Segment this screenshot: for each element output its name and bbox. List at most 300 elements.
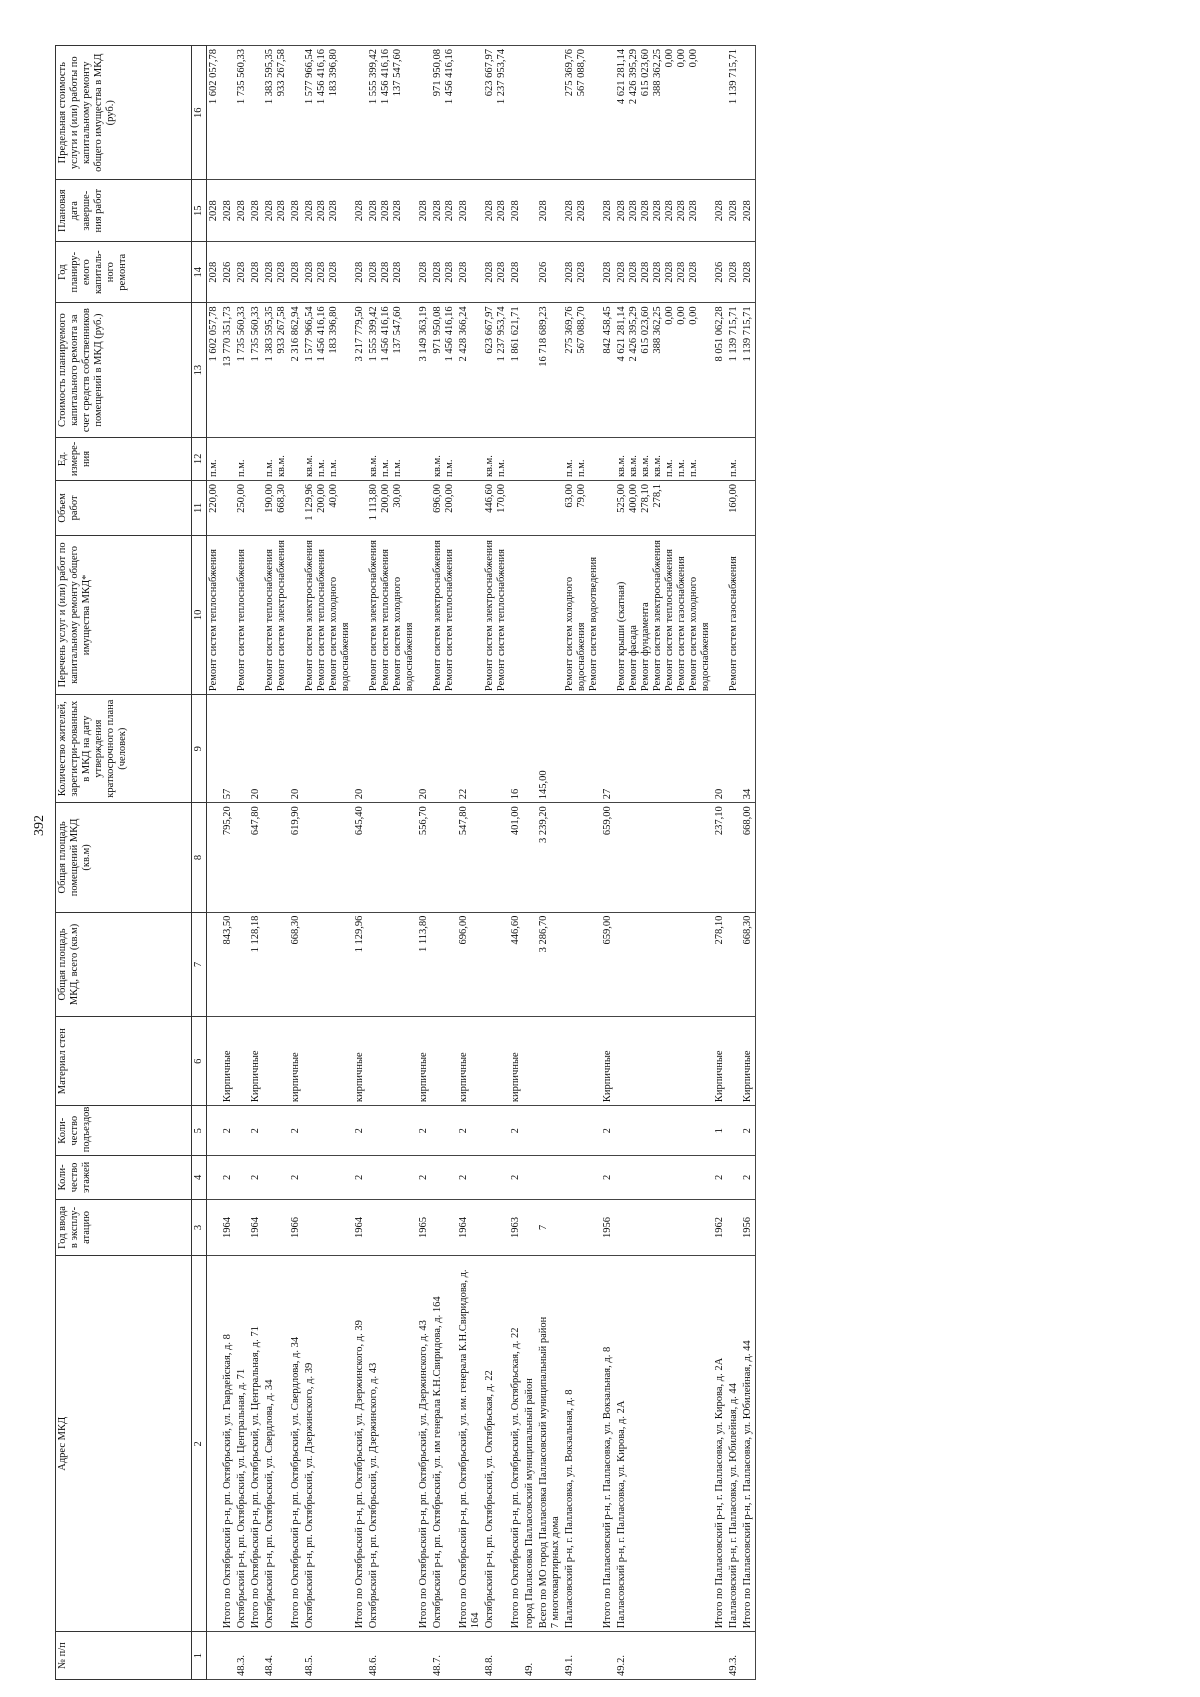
cell-line: 30,00 (392, 484, 403, 508)
cell-c5: 2 (741, 1106, 756, 1156)
cell-line: 1 139 715,71 (742, 306, 753, 362)
cell-line: 8 051 062,28 (714, 306, 725, 362)
cell-line: 13 770 351,73 (222, 306, 233, 367)
cell-c8 (431, 803, 457, 912)
cell-c5: 2 (289, 1106, 303, 1156)
cell-c1: 48.5. (303, 1632, 353, 1680)
cell-c16 (417, 46, 431, 180)
cell-line: Палласовский р-н, г. Палласовка, ул. Вокзальная, д. 8 (564, 1389, 575, 1629)
cell-line: 4 621 281,14 (616, 306, 627, 362)
cell-c15 (615, 180, 713, 241)
cell-line: 2028 (628, 200, 639, 222)
cell-c5: 2 (509, 1106, 523, 1156)
cell-c12 (741, 437, 756, 480)
cell-line: 2028 (392, 200, 403, 222)
cell-c9 (367, 695, 417, 803)
cell-line: 388 362,25 (652, 49, 663, 97)
cell-c12 (289, 437, 303, 480)
cell-c4 (303, 1156, 353, 1199)
cell-c4 (235, 1156, 249, 1199)
cell-line: 2028 (250, 261, 261, 283)
cell-line: 615 023,60 (640, 49, 651, 97)
cell-line: 2028 (616, 261, 627, 283)
cell-line: 2028 (304, 261, 315, 283)
cell-c13 (353, 303, 367, 437)
cell-c3 (367, 1199, 417, 1256)
cell-c8 (523, 803, 537, 912)
cell-c6: Кирпичные (221, 1017, 235, 1106)
cell-line: 0,00 (676, 49, 687, 68)
cell-line: Ремонт систем электроснабжения (368, 540, 379, 692)
cell-line: Октябрьский р-н, рп. Октябрьский, ул. Дзержинского, д. 43 (368, 1362, 379, 1629)
cell-c12 (615, 437, 713, 480)
cell-c4: 2 (601, 1156, 615, 1199)
cell-c9: 20 (417, 695, 431, 803)
cell-line: п.м. (664, 459, 675, 478)
table-row (727, 46, 741, 1680)
cell-line: 2028 (432, 200, 443, 222)
cell-line: 1 735 560,33 (236, 306, 247, 362)
cell-c2 (537, 1256, 563, 1632)
cell-c3 (523, 1199, 537, 1256)
cell-c14 (523, 241, 537, 302)
cell-c16 (537, 46, 563, 180)
cell-c9: 22 (457, 695, 483, 803)
cell-c11 (601, 481, 615, 536)
cell-c7: 1 129,96 (353, 912, 367, 1017)
cell-line: Ремонт систем теплоснабжения (664, 549, 675, 692)
cell-line: Ремонт систем теплоснабжения (380, 549, 391, 692)
cell-line: Октябрьский р-н, рп. Октябрьский, ул. Свердлова, д. 34 (264, 1379, 275, 1629)
cell-line: 615 023,60 (640, 306, 651, 354)
cell-c5: 1 (713, 1106, 727, 1156)
cell-c4 (367, 1156, 417, 1199)
cell-line: Итого по Палласовский р-н, г. Палласовка, ул. Вокзальная, д. 8 (602, 1346, 613, 1629)
cell-c11 (713, 481, 727, 536)
cell-c2 (263, 1256, 289, 1632)
cell-c16 (431, 46, 457, 180)
cell-c2 (431, 1256, 457, 1632)
cell-line: Итого по Октябрьский р-н, рп. Октябрьский, ул. Свердлова, д. 34 (290, 1336, 301, 1629)
cell-line: п.м. (264, 459, 275, 478)
column-number-13: 13 (192, 303, 207, 437)
cell-c14 (235, 241, 249, 302)
cell-line: 170,00 (496, 484, 507, 513)
cell-c8 (263, 803, 289, 912)
cell-c15 (727, 180, 741, 241)
cell-c11 (367, 481, 417, 536)
cell-c11 (457, 481, 483, 536)
cell-line: 2028 (380, 200, 391, 222)
cell-line: Ремонт фасада (628, 625, 639, 692)
cell-c8 (563, 803, 601, 912)
cell-c2 (353, 1256, 367, 1632)
cell-c8: 619,90 (289, 803, 303, 912)
column-header-13: Стоимость планируемого капитального ремонта за счет средств собственников помещений в МКД (руб.) (56, 303, 192, 437)
cell-c10 (207, 535, 222, 694)
column-header-11: Объем работ (56, 481, 192, 536)
table-row (303, 46, 353, 1680)
cell-line: Ремонт систем электроснабжения (652, 540, 663, 692)
cell-c5: 2 (353, 1106, 367, 1156)
cell-c16 (483, 46, 509, 180)
cell-c2 (289, 1256, 303, 1632)
cell-c11 (431, 481, 457, 536)
cell-c14 (713, 241, 727, 302)
column-number-4: 4 (192, 1156, 207, 1199)
table-row (249, 46, 263, 1680)
cell-c4: 2 (353, 1156, 367, 1199)
cell-c15 (509, 180, 523, 241)
cell-c5 (727, 1106, 741, 1156)
cell-line: п.м. (688, 459, 699, 478)
cell-line: кв.м. (368, 455, 379, 478)
cell-c7 (523, 912, 537, 1017)
cell-c3: 1964 (249, 1199, 263, 1256)
cell-c2 (483, 1256, 509, 1632)
cell-line: 2028 (264, 200, 275, 222)
cell-c10 (417, 535, 431, 694)
cell-line: Ремонт систем холодного водоснабжения (688, 576, 711, 692)
cell-line: п.м. (392, 459, 403, 478)
cell-line: 2028 (564, 200, 575, 222)
cell-c9 (303, 695, 353, 803)
cell-line: 388 362,25 (652, 306, 663, 354)
cell-c8: 401,00 (509, 803, 523, 912)
cell-line: Ремонт систем водоотведения (588, 556, 599, 692)
cell-c9: 20 (289, 695, 303, 803)
cell-c12 (221, 437, 235, 480)
cell-c8: 647,80 (249, 803, 263, 912)
cell-line (688, 484, 700, 532)
cell-line: п.м. (576, 459, 587, 478)
cell-line: Итого по Октябрьский р-н, рп. Октябрьский, ул. Центральная, д. 71 (250, 1326, 261, 1629)
cell-c2 (713, 1256, 727, 1632)
cell-line: 2028 (392, 261, 403, 283)
cell-line: Октябрьский р-н, рп. Октябрьский, ул. Октябрьская, д. 22 (484, 1370, 495, 1629)
cell-c11 (509, 481, 523, 536)
cell-line: 2028 (564, 261, 575, 283)
cell-line: 2028 (602, 200, 613, 222)
cell-c3 (235, 1199, 249, 1256)
column-number-14: 14 (192, 241, 207, 302)
cell-c9: 20 (353, 695, 367, 803)
cell-c1 (537, 1632, 563, 1680)
cell-c15 (431, 180, 457, 241)
cell-c15 (353, 180, 367, 241)
column-header-14: Год планиру-емого капиталь-ного ремонта (56, 241, 192, 302)
cell-line: Ремонт систем теплоснабжения (264, 549, 275, 692)
cell-line: 2028 (354, 261, 365, 283)
cell-c5 (303, 1106, 353, 1156)
cell-c12 (263, 437, 289, 480)
cell-c8: 556,70 (417, 803, 431, 912)
cell-line: 0,00 (688, 49, 699, 68)
table-row (713, 46, 727, 1680)
cell-c5 (523, 1106, 537, 1156)
cell-line: 623 667,97 (484, 49, 495, 97)
cell-line: 2028 (368, 200, 379, 222)
cell-c6: Кирпичные (601, 1017, 615, 1106)
cell-c4 (483, 1156, 509, 1199)
cell-c2 (727, 1256, 741, 1632)
cell-c1: 49.1. (563, 1632, 601, 1680)
cell-c3 (431, 1199, 457, 1256)
table-row (457, 46, 483, 1680)
column-header-7: Общая площадь МКД, всего (кв.м) (56, 912, 192, 1017)
cell-line: Итого по Октябрьский р-н, рп. Октябрьский, ул. Дзержинского, д. 43 (418, 1320, 429, 1629)
cell-c9 (523, 695, 537, 803)
cell-c8: 795,20 (221, 803, 235, 912)
cell-line: 2028 (688, 261, 699, 283)
cell-line: Октябрьский р-н, рп. Октябрьский, ул. им генерала К.Н.Свиридова, д. 164 (432, 1296, 443, 1629)
table-row (235, 46, 249, 1680)
cell-c6: кирпичные (417, 1017, 431, 1106)
cell-c14 (457, 241, 483, 302)
cell-line: 137 547,60 (392, 49, 403, 97)
cell-c2 (303, 1256, 353, 1632)
table-row (353, 46, 367, 1680)
cell-c9 (263, 695, 289, 803)
cell-c3: 1965 (417, 1199, 431, 1256)
cell-c7 (235, 912, 249, 1017)
cell-line: 275 369,76 (564, 306, 575, 354)
cell-line: 2028 (688, 200, 699, 222)
cell-c10 (741, 535, 756, 694)
cell-line: Ремонт крыши (скатная) (616, 581, 627, 692)
cell-line: 3 217 779,50 (354, 306, 365, 362)
cell-c4 (263, 1156, 289, 1199)
cell-line: Палласовский р-н, г. Палласовка, ул. Кирова, д. 2А (616, 1400, 627, 1629)
cell-line: 2028 (510, 200, 521, 222)
cell-line: п.м. (444, 459, 455, 478)
cell-c13 (431, 303, 457, 437)
cell-c16 (741, 46, 756, 180)
cell-line: 2028 (444, 261, 455, 283)
cell-c14 (431, 241, 457, 302)
cell-line (676, 484, 688, 532)
cell-c12 (537, 437, 563, 480)
table-row (509, 46, 523, 1680)
cell-line: 2026 (714, 261, 725, 283)
cell-c1 (289, 1632, 303, 1680)
cell-c7 (367, 912, 417, 1017)
cell-line: 183 396,80 (328, 49, 339, 97)
cell-line: 2028 (676, 261, 687, 283)
cell-line: 7 многоквартирных дома (550, 1516, 561, 1629)
column-number-15: 15 (192, 180, 207, 241)
cell-c8: 3 239,20 (537, 803, 563, 912)
cell-c11 (615, 481, 713, 536)
cell-line: 2 316 862,94 (290, 306, 301, 362)
cell-line: 2028 (676, 200, 687, 222)
cell-c2 (367, 1256, 417, 1632)
cell-c11 (417, 481, 431, 536)
cell-c6 (483, 1017, 509, 1106)
cell-c9: 145,00 (537, 695, 563, 803)
cell-line: 2028 (576, 261, 587, 283)
cell-c6: Кирпичные (741, 1017, 756, 1106)
cell-line: 2028 (290, 200, 301, 222)
cell-c13 (713, 303, 727, 437)
cell-line: 1 456 416,16 (380, 49, 391, 105)
cell-c14 (289, 241, 303, 302)
cell-c5 (367, 1106, 417, 1156)
cell-line: 2028 (652, 200, 663, 222)
cell-c6: кирпичные (457, 1017, 483, 1106)
cell-line: 2028 (380, 261, 391, 283)
cell-c4: 2 (741, 1156, 756, 1199)
cell-line: 2028 (276, 261, 287, 283)
cell-c3 (207, 1199, 222, 1256)
cell-line: 2028 (418, 200, 429, 222)
column-number-10: 10 (192, 535, 207, 694)
table-row (367, 46, 417, 1680)
cell-c1 (221, 1632, 235, 1680)
cell-c6: кирпичные (509, 1017, 523, 1106)
cell-line: 1 456 416,16 (316, 49, 327, 105)
cell-line: 1 237 953,74 (496, 49, 507, 105)
column-header-15: Плановая дата заверше-ния работ (56, 180, 192, 241)
cell-c2 (417, 1256, 431, 1632)
cell-c16 (727, 46, 741, 180)
cell-c10 (249, 535, 263, 694)
cell-c1 (417, 1632, 431, 1680)
column-header-6: Материал стен (56, 1017, 192, 1106)
cell-c2 (523, 1256, 537, 1632)
cell-line: п.м. (316, 459, 327, 478)
cell-c8 (235, 803, 249, 912)
cell-line: 696,00 (432, 484, 443, 513)
cell-line: Итого по Палласовский р-н, г. Палласовка, ул. Кирова, д. 2А (714, 1357, 725, 1629)
cell-c5: 2 (417, 1106, 431, 1156)
cell-c16 (221, 46, 235, 180)
cell-c7 (615, 912, 713, 1017)
column-header-9: Количество жителей, зарегистри-рованных в МКД на дату утверждения краткосрочного плана (человек) (56, 695, 192, 803)
cell-line: Ремонт систем холодного водоснабжения (328, 576, 351, 692)
column-number-2: 2 (192, 1256, 207, 1632)
cell-line: п.м. (380, 459, 391, 478)
cell-line: п.м. (496, 459, 507, 478)
cell-c6 (431, 1017, 457, 1106)
cell-line: 2028 (250, 200, 261, 222)
cell-c9 (563, 695, 601, 803)
cell-line: Ремонт систем электроснабжения (484, 540, 495, 692)
cell-c15 (289, 180, 303, 241)
cell-c11 (563, 481, 601, 536)
cell-c6: Кирпичные (249, 1017, 263, 1106)
cell-c8: 645,40 (353, 803, 367, 912)
cell-line: кв.м. (652, 455, 663, 478)
cell-c6 (615, 1017, 713, 1106)
cell-c10 (727, 535, 741, 694)
cell-line: Ремонт систем газоснабжения (728, 556, 739, 692)
cell-c1 (353, 1632, 367, 1680)
cell-c16 (615, 46, 713, 180)
cell-line: 2028 (316, 261, 327, 283)
cell-c13 (727, 303, 741, 437)
cell-line: 2028 (444, 200, 455, 222)
table-body (207, 46, 756, 1680)
cell-c9 (431, 695, 457, 803)
cell-c10 (221, 535, 235, 694)
cell-c9 (483, 695, 509, 803)
cell-c11 (249, 481, 263, 536)
cell-line: Итого по Октябрьский р-н, рп. Октябрьский, ул. им. генерала К.Н.Свиридова, д. 164 (458, 1269, 481, 1629)
cell-line: 2028 (484, 261, 495, 283)
cell-c9: 57 (221, 695, 235, 803)
cell-c12 (353, 437, 367, 480)
cell-line: 1 237 953,74 (496, 306, 507, 362)
cell-c9 (235, 695, 249, 803)
cell-c1: 48.8. (483, 1632, 509, 1680)
cell-line: 79,00 (576, 484, 587, 508)
cell-line: 933 267,58 (276, 49, 287, 97)
cell-c16 (601, 46, 615, 180)
cell-c15 (713, 180, 727, 241)
cell-c7 (483, 912, 509, 1017)
cell-c11 (207, 481, 222, 536)
cell-c13 (207, 303, 222, 437)
document-sheet (55, 45, 1170, 1680)
cell-c3 (615, 1199, 713, 1256)
cell-line: 1 456 416,16 (316, 306, 327, 362)
cell-c2 (457, 1256, 483, 1632)
cell-line: 668,30 (276, 484, 287, 513)
cell-c16 (289, 46, 303, 180)
cell-line: 2028 (432, 261, 443, 283)
cell-c9 (207, 695, 222, 803)
cell-line: кв.м. (484, 455, 495, 478)
cell-c14 (353, 241, 367, 302)
cell-c4 (563, 1156, 601, 1199)
cell-c2 (235, 1256, 249, 1632)
column-header-10: Перечень услуг и (или) работ по капитальному ремонту общего имущества МКД* (56, 535, 192, 694)
cell-c1: 48.7. (431, 1632, 457, 1680)
cell-c5 (537, 1106, 563, 1156)
cell-c14 (367, 241, 417, 302)
cell-c13 (303, 303, 353, 437)
cell-line: 2028 (742, 200, 753, 222)
cell-line: 2028 (652, 261, 663, 283)
cell-line: 1 602 057,78 (208, 49, 219, 105)
cell-line: 1 139 715,71 (728, 49, 739, 105)
cell-c7 (207, 912, 222, 1017)
cell-line: 2028 (316, 200, 327, 222)
cell-c6 (563, 1017, 601, 1106)
cell-c14 (207, 241, 222, 302)
cell-c11 (303, 481, 353, 536)
cell-c15 (523, 180, 537, 241)
cell-c13 (483, 303, 509, 437)
cell-line: п.м. (208, 459, 219, 478)
cell-c16 (713, 46, 727, 180)
cell-c15 (417, 180, 431, 241)
cell-c3 (483, 1199, 509, 1256)
header-row (56, 46, 192, 1680)
cell-line: 567 088,70 (576, 306, 587, 354)
cell-c6: кирпичные (353, 1017, 367, 1106)
cell-line: 1 383 595,35 (264, 306, 275, 362)
cell-line: 1 129,96 (304, 484, 315, 521)
cell-c13 (563, 303, 601, 437)
cell-c15 (235, 180, 249, 241)
cell-c3: 1956 (741, 1199, 756, 1256)
table-row (483, 46, 509, 1680)
cell-c7: 3 286,70 (537, 912, 563, 1017)
cell-line: Октябрьский р-н, рп. Октябрьский, ул. Центральная, д. 71 (236, 1368, 247, 1629)
cell-line: 2028 (714, 200, 725, 222)
